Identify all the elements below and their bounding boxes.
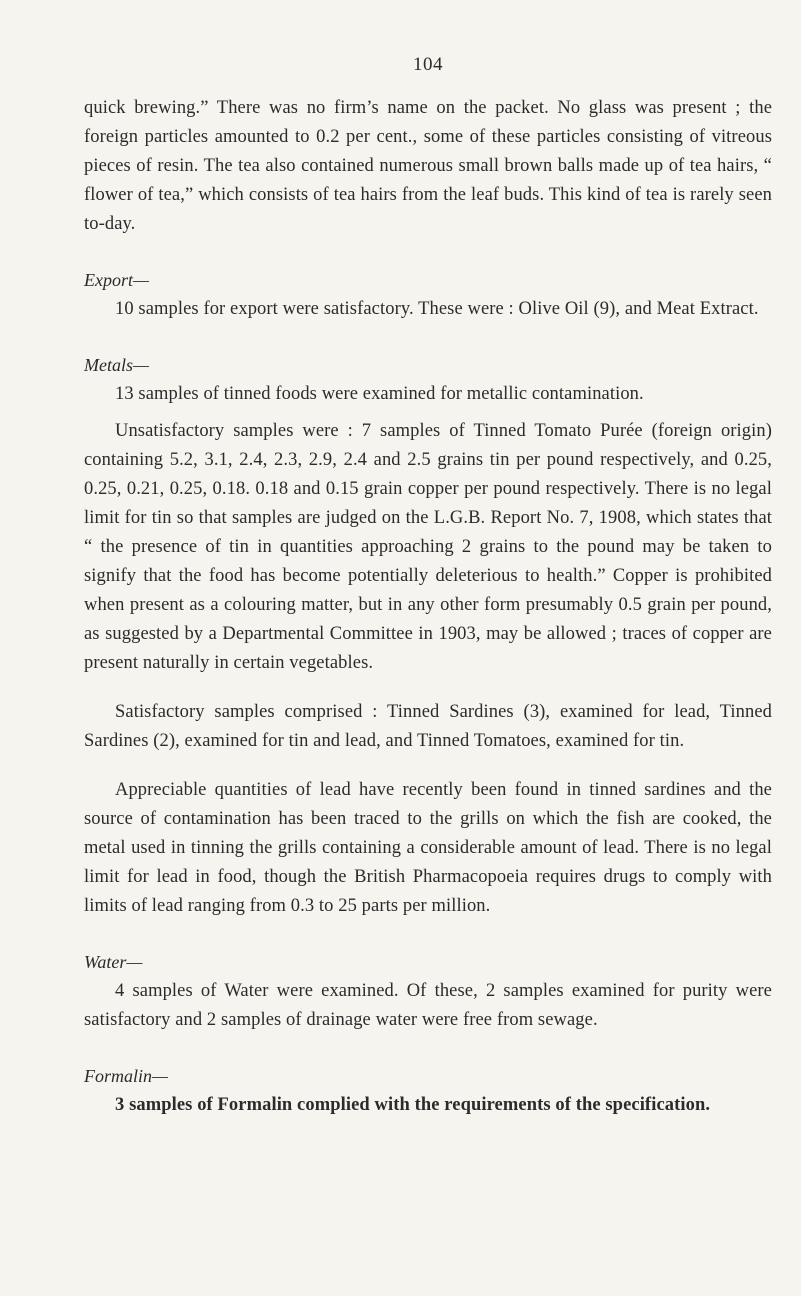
formalin-heading: Formalin—	[84, 1066, 169, 1086]
formalin-paragraph: 3 samples of Formalin complied with the requirements of the specification.	[115, 1095, 711, 1115]
page-number: 104	[413, 54, 443, 75]
metals-paragraph-2: Unsatisfactory samples were : 7 samples of Tinned Tomato Purée (foreign origin) containing 5.2, 3.1, 2.4, 2.3, 2.9, 2.4 and 2.5 grains tin per pound respectively, and 0.25, 0.25, 0.21, 0.25, 0.18. 0.18 and 0.15 grain copper per pound respectively. There is no legal limit for tin so that samples are judged on the L.G.B. Report No. 7, 1908, which states that “ the presence of tin in quantities approaching 2 grains to the pound may be taken to signify that the food has become potentially deleterious to health.” Copper is prohibited when present as a colouring matter, but in any other form presumably 0.5 grain per pound, as suggested by a Departmental Committee in 1903, may be allowed ; traces of copper are present naturally in certain vegetables.	[84, 421, 772, 673]
metals-paragraph-1: 13 samples of tinned foods were examined for metallic contamination.	[115, 384, 644, 404]
intro-paragraph: quick brewing.” There was no firm’s name on the packet. No glass was present ; the foreign particles amounted to 0.2 per cent., some of these particles consisting of vitreous pieces of resin. The tea also contained numerous small brown balls made up of tea hairs, “ flower of tea,” which consists of tea hairs from the leaf buds. This kind of tea is rarely seen to-day.	[84, 98, 772, 234]
water-paragraph: 4 samples of Water were examined. Of these, 2 samples examined for purity were satisfactory and 2 samples of drainage water were free from sewage.	[84, 981, 772, 1030]
document-page	[84, 54, 772, 1120]
metals-heading: Metals—	[84, 355, 149, 375]
export-paragraph: 10 samples for export were satisfactory. These were : Olive Oil (9), and Meat Extract.	[115, 299, 759, 319]
metals-paragraph-3: Satisfactory samples comprised : Tinned Sardines (3), examined for lead, Tinned Sardines (2), examined for tin and lead, and Tinned Tomatoes, examined for tin.	[84, 702, 772, 751]
water-heading: Water—	[84, 952, 143, 972]
export-heading: Export—	[84, 270, 149, 290]
metals-paragraph-4: Appreciable quantities of lead have recently been found in tinned sardines and the source of contamination has been traced to the grills on which the fish are cooked, the metal used in tinning the grills containing a considerable amount of lead. There is no legal limit for lead in food, though the British Pharmacopoeia requires drugs to comply with limits of lead ranging from 0.3 to 25 parts per million.	[84, 780, 772, 916]
